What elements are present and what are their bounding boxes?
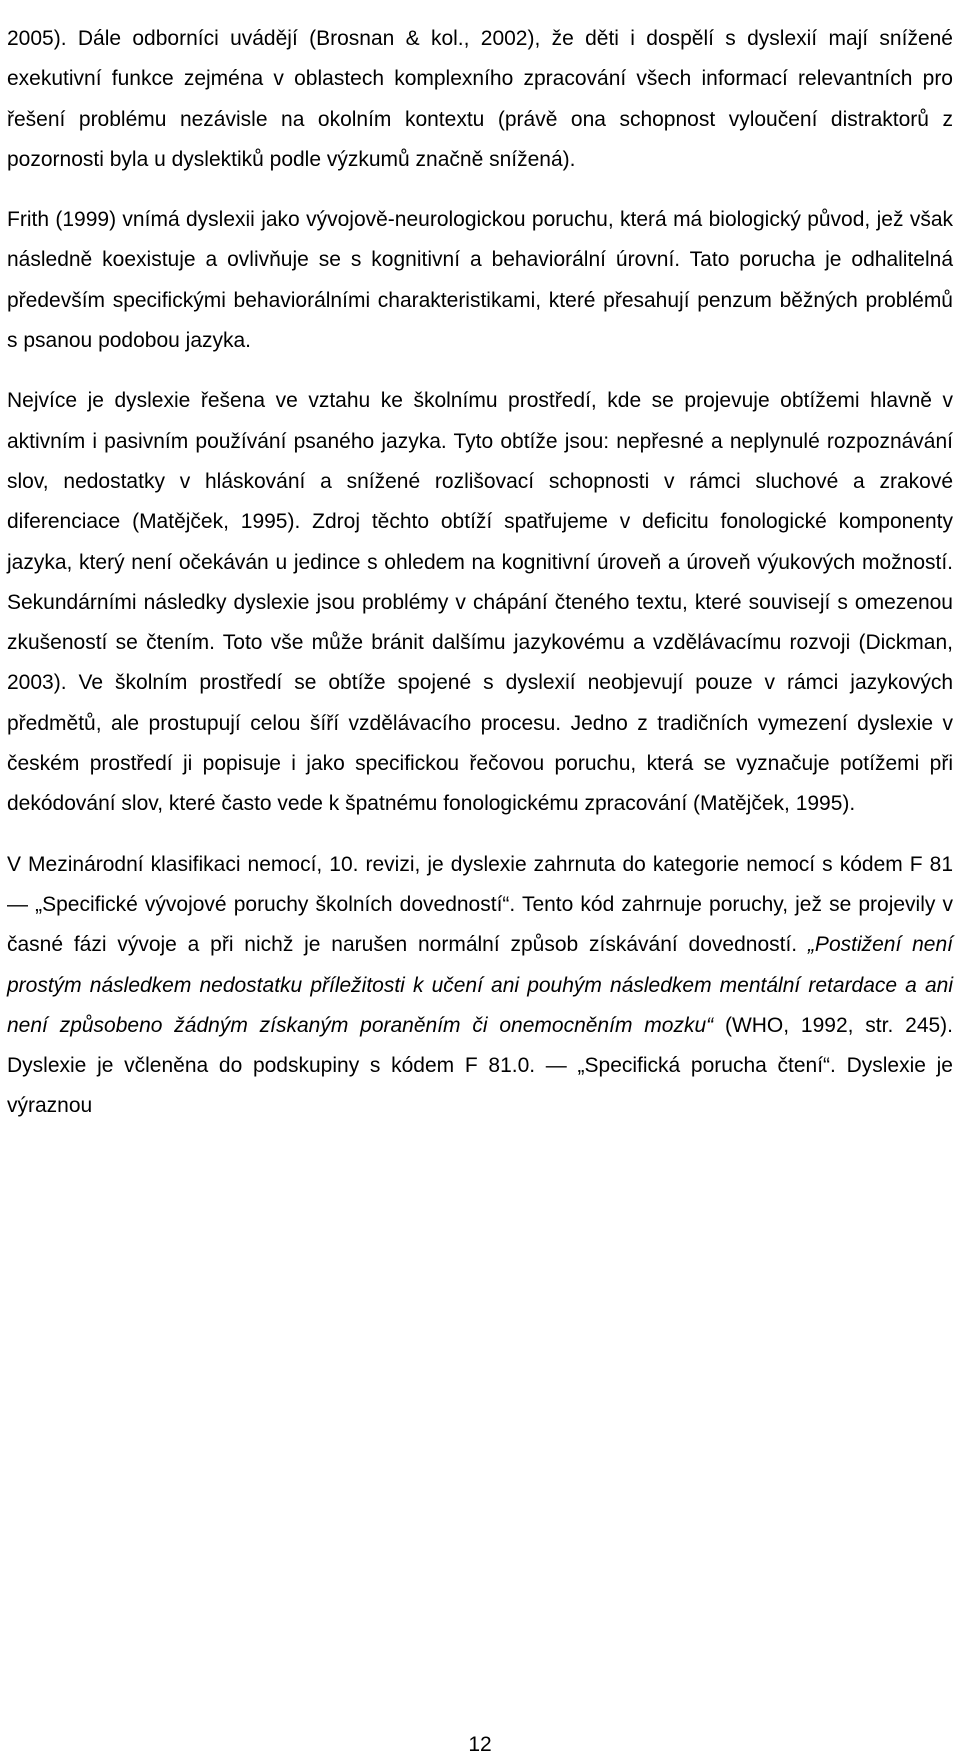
document-body xyxy=(7,19,953,1127)
page-number: 12 xyxy=(468,1733,492,1756)
paragraph-frith xyxy=(7,200,953,361)
paragraph-text: Frith (1999) vnímá dyslexii jako vývojově-neurologickou poruchu, která má biologický původ, jež však následně koexistuje a ovlivňuje se s kognitivní a behaviorální úrovní. Tato porucha je odhalitelná především specifickými behaviorálními charakteristikami, které přesahují penzum běžných problémů s psanou podobou jazyka. xyxy=(7,208,953,353)
paragraph-text: V Mezinárodní klasifikaci nemocí, 10. revizi, je dyslexie zahrnuta do kategorie nemocí s kódem F 81 — „Specifické vývojové poruchy školních dovedností“. Tento kód zahrnuje poruchy, jež se projevily v časné fázi vývoje a při nichž je narušen normální způsob získávání dovedností. xyxy=(7,852,953,957)
paragraph-executive-functions xyxy=(7,19,953,180)
paragraph-icd-classification xyxy=(7,845,953,1127)
paragraph-text: (WHO, 1992, str. 245). Dyslexie je včleněna do podskupiny s kódem F 81.0. — „Specifická porucha čtení“. Dyslexie je výraznou xyxy=(7,1013,954,1118)
paragraph-school-environment xyxy=(7,381,953,824)
quotation-italic: „Postižení není prostým následkem nedostatku příležitosti k učení ani pouhým následkem mentální retardace a ani není způsobeno žádným získaným poraněním či onemocněním mozku“ xyxy=(7,933,953,1037)
paragraph-text: 2005). Dále odborníci uvádějí (Brosnan & kol., 2002), že děti i dospělí s dyslexií mají snížené exekutivní funkce zejména v oblastech komplexního zpracování všech informací relevantních pro řešení problému nezávisle na okolním kontextu (právě ona schopnost vyloučení distraktorů z pozornosti byla u dyslektiků podle výzkumů značně snížená). xyxy=(7,27,953,171)
paragraph-text: Nejvíce je dyslexie řešena ve vztahu ke školnímu prostředí, kde se projevuje obtížemi hlavně v aktivním i pasivním používání psaného jazyka. Tyto obtíže jsou: nepřesné a neplynulé rozpoznávání slov, nedostatky v hláskování a snížené rozlišovací schopnosti v rámci sluchové a zrakové diferenciace (Matějček, 1995). Zdroj těchto obtíží spatřujeme v deficitu fonologické komponenty jazyka, který není očekáván u jedince s ohledem na kognitivní úroveň a úroveň výukových možností. Sekundárními následky dyslexie jsou problémy v chápání čteného textu, které souvisejí s omezenou zkušeností se čtením. Toto vše může bránit dalšímu jazykovému a vzdělávacímu rozvoji (Dickman, 2003). Ve školním prostředí se obtíže spojené s dyslexií neobjevují pouze v rámci jazykových předmětů, ale prostupují celou šíří vzdělávacího procesu. Jedno z tradičních vymezení dyslexie v českém prostředí ji popisuje i jako specifickou řečovou poruchu, která se vyznačuje potížemi při dekódování slov, které často vede k špatnému fonologickému zpracování (Matějček, 1995). xyxy=(7,389,953,816)
